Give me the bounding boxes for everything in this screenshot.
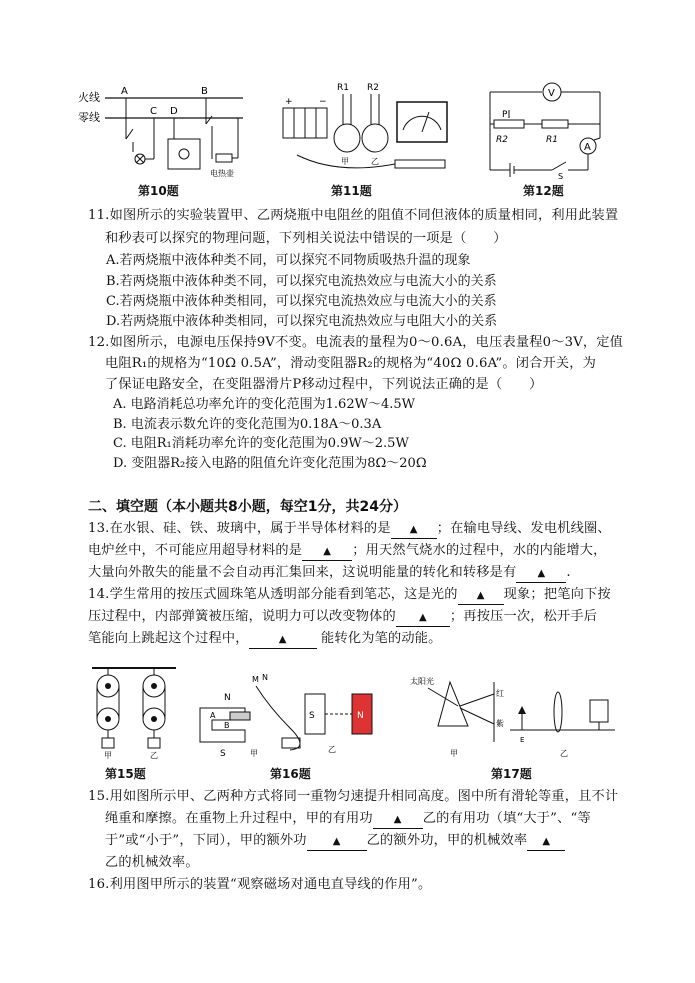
caption-q16: 第16题 <box>270 767 311 781</box>
q12-option-d: D. 变阻器R₂接入电路的阻值允许变化范围为8Ω～20Ω <box>113 456 427 471</box>
violet-label: 紫 <box>496 719 504 728</box>
beaker-jia-label: 甲 <box>341 157 349 166</box>
q15-text-3a: 于”或“小于”，下同），甲的额外功 <box>105 833 307 848</box>
q15-line2 <box>105 808 645 829</box>
r2-label: R2 <box>367 83 379 93</box>
svg-text:+: + <box>285 97 293 107</box>
setup-yi-label: 乙 <box>328 745 336 754</box>
q13-line3 <box>88 562 628 583</box>
q11-option-c: C.若两烧瓶中液体种类相同，可以探究电流热效应与电流大小的关系 <box>106 294 497 309</box>
q14-text-2b: ；再按压一次，松开手后 <box>449 609 598 624</box>
q14-blank-1[interactable]: ▲ <box>458 587 504 605</box>
q15-blank-3[interactable]: ▲ <box>527 833 565 851</box>
q14-line1 <box>88 584 628 605</box>
q14-text-1a: 14.学生常用的按压式圆珠笔从透明部分能看到笔芯，这是光的 <box>88 587 458 602</box>
q12-option-b: B. 电流表示数允许的变化范围为0.18A～0.3A <box>113 417 382 432</box>
point-d-label: D <box>170 106 178 117</box>
q15-blank-2[interactable]: ▲ <box>307 833 367 851</box>
pulley-yi-label: 乙 <box>150 751 158 759</box>
beaker-yi-label: 乙 <box>371 157 379 166</box>
q12-stem-line1: 12.如图所示，电源电压保持9V不变。电流表的量程为0～0.6A，电压表量程0～3V，定值 <box>88 335 624 350</box>
caption-q17: 第17题 <box>491 767 532 781</box>
figure-q15-pulleys <box>86 664 186 759</box>
r1-label: R1 <box>546 135 558 145</box>
pulley-jia-label: 甲 <box>104 751 112 759</box>
object-e-label: E <box>520 736 525 744</box>
magnet-n-label: N <box>224 693 231 703</box>
neutral-wire-label: 零线 <box>78 111 100 124</box>
point-a-label: A <box>121 86 128 97</box>
rail-b-label: B <box>224 721 230 730</box>
red-label: 红 <box>496 689 504 698</box>
q13-text-3a: 大量向外散失的能量不会自动再汇集回来，这说明能量的转化和转移是有 <box>88 565 517 580</box>
q14-text-3a: 笔能向上跳起这个过程中， <box>88 631 249 646</box>
caption-q10: 第10题 <box>138 184 179 198</box>
ammeter-label: A <box>584 142 591 153</box>
figure-q12-circuit <box>482 80 607 180</box>
q13-text-1a: 13.在水银、硅、铁、玻璃中，属于半导体材料的是 <box>88 521 391 536</box>
q11-stem-line2: 和秒表可以探究的物理问题，下列相关说法中错误的一项是（ ） <box>105 231 507 246</box>
switch-s-label: S <box>558 172 564 180</box>
q15-line3 <box>105 830 645 851</box>
q12-stem-line2: 电阻R₁的规格为“10Ω 0.5A”，滑动变阻器R₂的规格为“40Ω 0.6A”。闭合开关，为 <box>105 356 597 371</box>
q13-blank-3[interactable]: ▲ <box>516 565 566 583</box>
q13-text-1b: ；在输电导线、发电机线圈、 <box>436 521 611 536</box>
caption-q12: 第12题 <box>523 184 564 198</box>
q15-text-3b: 乙的额外功，甲的机械效率 <box>366 833 528 848</box>
magnet-s-label: S <box>220 749 226 759</box>
q12-stem-line3: 了保证电路安全，在变阻器滑片P移动过程中，下列说法正确的是（ ） <box>105 377 543 392</box>
sunlight-label: 太阳光 <box>410 677 434 686</box>
magnet2-n-label: N <box>357 711 364 721</box>
q14-text-2a: 压过程中，内部弹簧被压缩，说明力可以改变物体的 <box>88 609 396 624</box>
caption-q15: 第15题 <box>105 767 146 781</box>
point-c-label: C <box>150 106 157 117</box>
q13-text-2a: 电炉丝中，不可能应用超导材料的是 <box>88 543 303 558</box>
q11-stem-line1: 11.如图所示的实验装置甲、乙两烧瓶中电阻丝的阻值不同但液体的质量相同，利用此装置 <box>88 208 619 223</box>
magnet2-s-label: S <box>309 711 315 721</box>
svg-text:−: − <box>319 97 327 107</box>
figure-q10-circuit <box>78 84 248 180</box>
q11-option-b: B.若两烧瓶中液体种类不同，可以探究电流热效应与电流大小的关系 <box>106 274 497 289</box>
q13-line1 <box>88 518 628 539</box>
q14-line2 <box>88 606 628 627</box>
prism-jia-label: 甲 <box>450 749 458 758</box>
q12-option-a: A. 电路消耗总功率允许的变化范围为1.62W～4.5W <box>113 397 415 412</box>
point-b-label: B <box>201 86 208 97</box>
r2-label: R2 <box>496 135 508 145</box>
q11-option-d: D.若两烧瓶中液体种类相同，可以探究电流热效应与电阻大小的关系 <box>106 314 498 329</box>
q15-text-2a: 绳重和摩擦。在重物上升过程中，甲的有用功 <box>105 811 373 826</box>
section-title-fill-in: 二、填空题（本小题共8小题，每空1分，共24分） <box>88 499 407 515</box>
live-wire-label: 火线 <box>78 91 100 104</box>
q13-line2 <box>88 540 628 561</box>
slider-p-label: P <box>502 110 508 120</box>
r1-label: R1 <box>337 83 349 93</box>
q15-text-2b: 乙的有用功（填“大于”、“等 <box>422 811 591 826</box>
setup-jia-label: 甲 <box>250 749 258 758</box>
q14-text-1b: 现象；把笔向下按 <box>503 587 611 602</box>
lens-yi-label: 乙 <box>560 749 568 758</box>
q13-blank-1[interactable]: ▲ <box>391 521 437 539</box>
figure-q11-apparatus <box>277 80 457 180</box>
q13-text-2b: ；用天然气烧水的过程中，水的内能增大， <box>352 543 607 558</box>
figure-q17-optics <box>410 672 620 760</box>
q14-line3 <box>88 628 628 649</box>
q15-line1: 15.用如图所示甲、乙两种方式将同一重物匀速提升相同高度。图中所有滑轮等重，且不计 <box>88 789 619 804</box>
q14-blank-3[interactable]: ▲ <box>249 631 317 649</box>
rail-a-label: A <box>210 711 216 720</box>
figure-q16-magnets <box>190 668 390 760</box>
q13-blank-2[interactable]: ▲ <box>302 543 352 561</box>
label-n: N <box>262 673 268 682</box>
q12-option-c: C. 电阻R₁消耗功率允许的变化范围为0.9W～2.5W <box>113 436 409 451</box>
heater-label: 电热壶 <box>210 169 234 178</box>
label-m: M <box>252 675 259 684</box>
caption-q11: 第11题 <box>331 184 372 198</box>
q14-text-3b: 能转化为笔的动能。 <box>316 631 442 646</box>
q13-text-3b: . <box>566 565 571 580</box>
q11-option-a: A.若两烧瓶中液体种类不同，可以探究不同物质吸热升温的现象 <box>106 253 471 268</box>
q15-line4: 乙的机械效率。 <box>105 855 199 870</box>
q16-line1: 16.利用图甲所示的装置“观察磁场对通电直导线的作用”。 <box>88 877 432 892</box>
voltmeter-label: V <box>548 88 555 99</box>
q15-blank-1[interactable]: ▲ <box>373 811 423 829</box>
q14-blank-2[interactable]: ▲ <box>396 609 450 627</box>
